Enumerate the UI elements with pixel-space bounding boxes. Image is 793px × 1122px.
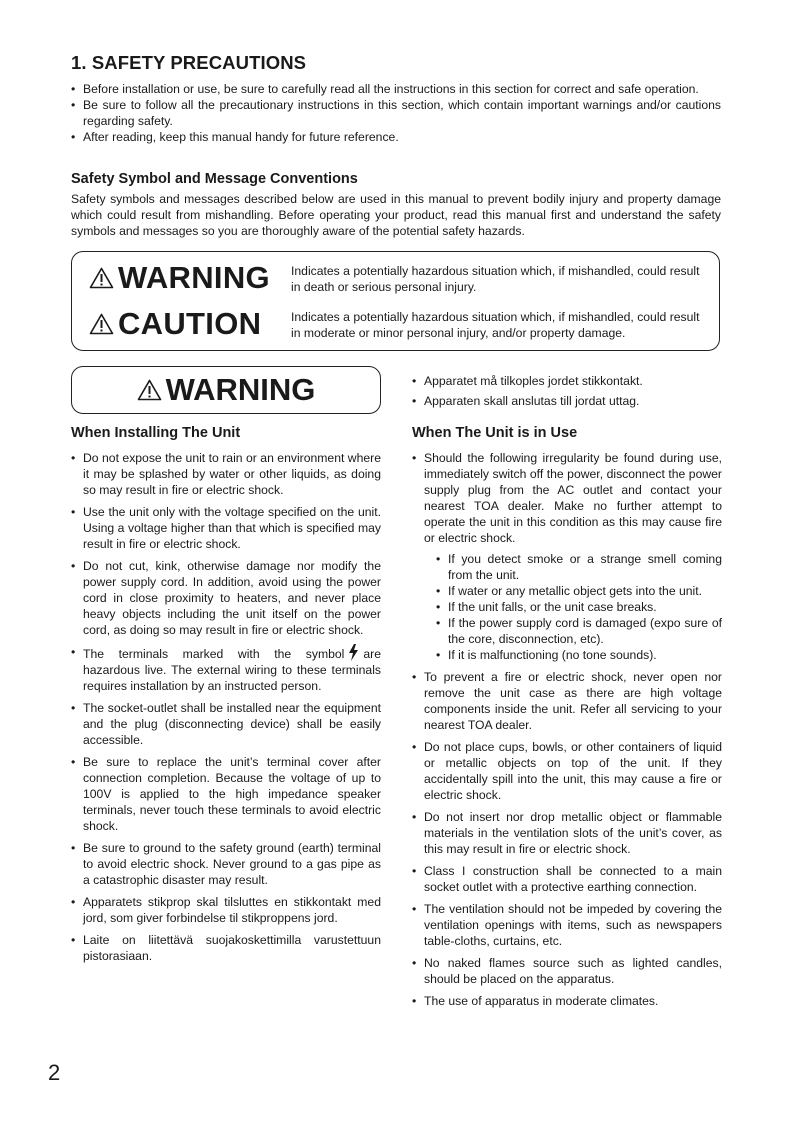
intro-bullet: • After reading, keep this manual handy for future reference. <box>71 129 721 145</box>
symbol-legend-box <box>71 251 720 351</box>
warning-header-box <box>71 366 381 414</box>
legend-warning-signal <box>89 260 270 296</box>
sub-list-item: • If the unit falls, or the unit case breaks. <box>436 599 722 615</box>
intro-list <box>71 81 721 145</box>
list-item: • The use of apparatus in moderate climates. <box>412 993 722 1009</box>
in-use-heading: When The Unit is in Use <box>412 425 578 441</box>
list-item: • The socket-outlet shall be installed near the equipment and the plug (disconnecting device) shall be easily accessible. <box>71 700 381 748</box>
terminals-text-after: are hazardous live. The external wiring to these terminals requires installation by an instructed person. <box>83 647 381 693</box>
list-item: • Do not place cups, bowls, or other containers of liquid or metallic objects on top of the unit. If they accidentally spill into the unit, this may cause a fire or electric shock. <box>412 739 722 803</box>
list-item: • No naked flames source such as lighted candles, should be placed on the apparatus. <box>412 955 722 987</box>
intro-bullet: • Be sure to follow all the precautionary instructions in this section, which contain important warnings and/or cautions regarding safety. <box>71 97 721 129</box>
page-number: 2 <box>48 1060 61 1085</box>
irregularity-sublist <box>436 551 722 663</box>
warning-box-label: WARNING <box>165 372 316 407</box>
list-item: • Apparatets stikprop skal tilsluttes en stikkontakt med jord, som giver forbindelse til stikproppens jord. <box>71 894 381 926</box>
list-item: • Apparatet må tilkoples jordet stikkontakt. <box>412 373 722 389</box>
terminals-text-before: The terminals marked with the symbol <box>83 647 345 661</box>
warning-triangle-icon <box>89 267 114 289</box>
conventions-text: Safety symbols and messages described below are used in this manual to prevent bodily injury and property damage which could result from mishandling. Before operating your product, read this manual first and understand the safety symbols and messages so you are thoroughly aware of the potential safety hazards. <box>71 192 721 238</box>
section-title: 1. SAFETY PRECAUTIONS <box>71 52 307 73</box>
list-item: • Be sure to replace the unit’s terminal cover after connection completion. Because the voltage of up to 100V is applied to the high impedance speaker terminals, never touch these terminals to avoid electric shock. <box>71 754 381 834</box>
list-item <box>412 450 722 663</box>
list-item: • Do not insert nor drop metallic object or flammable materials in the ventilation slots of the unit’s cover, as this may result in fire or electric shock. <box>412 809 722 857</box>
list-item: • To prevent a fire or electric shock, never open nor remove the unit case as there are high voltage components inside the unit. Refer all servicing to your nearest TOA dealer. <box>412 669 722 733</box>
list-item: • Do not expose the unit to rain or an environment where it may be splashed by water or other liquids, as doing so may result in fire or electric shock. <box>71 450 381 498</box>
conventions-heading: Safety Symbol and Message Conventions <box>71 171 358 187</box>
list-item: • Apparaten skall anslutas till jordat uttag. <box>412 393 722 409</box>
sub-list-item: • If it is malfunctioning (no tone sounds). <box>436 647 722 663</box>
warning-triangle-icon <box>137 379 162 401</box>
list-item: • Be sure to ground to the safety ground (earth) terminal to avoid electric shock. Never ground to a gas pipe as a catastrophic disaster may result. <box>71 840 381 888</box>
irregularity-text: Should the following irregularity be found during use, immediately switch off the power, disconnect the power supply plug from the AC outlet and contact your nearest TOA dealer. Make no further attempt to operate the unit in this condition as this may cause fire or electric shock. <box>424 451 722 545</box>
list-item: • Laite on liitettävä suojakoskettimilla varustettuun pistorasiaan. <box>71 932 381 964</box>
intro-bullet: • Before installation or use, be sure to carefully read all the instructions in this section for correct and safe operation. <box>71 81 721 97</box>
legend-caution-signal <box>89 306 261 342</box>
sub-list-item: • If the power supply cord is damaged (expo sure of the core, disconnection, etc). <box>436 615 722 647</box>
in-use-list <box>412 450 722 1015</box>
lightning-bolt-icon <box>348 644 359 661</box>
legend-caution-text: Indicates a potentially hazardous situation which, if mishandled, could result in moderate or minor personal injury, and/or property damage. <box>291 310 700 340</box>
legend-warning-label: WARNING <box>118 260 270 295</box>
list-item: • Use the unit only with the voltage specified on the unit. Using a voltage higher than that which is specified may result in fire or electric shock. <box>71 504 381 552</box>
list-item: • Class I construction shall be connected to a main socket outlet with a protective earthing connection. <box>412 863 722 895</box>
list-item: • The ventilation should not be impeded by covering the ventilation openings with items, such as newspapers table-cloths, curtains, etc. <box>412 901 722 949</box>
installing-list <box>71 450 381 970</box>
legend-caution-label: CAUTION <box>118 306 262 341</box>
grounding-notes-list <box>412 373 722 409</box>
list-item-terminals <box>71 644 381 694</box>
installing-heading: When Installing The Unit <box>71 425 241 441</box>
caution-triangle-icon <box>89 313 114 335</box>
sub-list-item: • If water or any metallic object gets into the unit. <box>436 583 722 599</box>
sub-list-item: • If you detect smoke or a strange smell coming from the unit. <box>436 551 722 583</box>
legend-warning-text: Indicates a potentially hazardous situation which, if mishandled, could result in death or serious personal injury. <box>291 264 700 294</box>
list-item: • Do not cut, kink, otherwise damage nor modify the power supply cord. In addition, avoid using the power cord in close proximity to heaters, and never place heavy objects including the unit itself on the power cord, as doing so may result in fire or electric shock. <box>71 558 381 638</box>
